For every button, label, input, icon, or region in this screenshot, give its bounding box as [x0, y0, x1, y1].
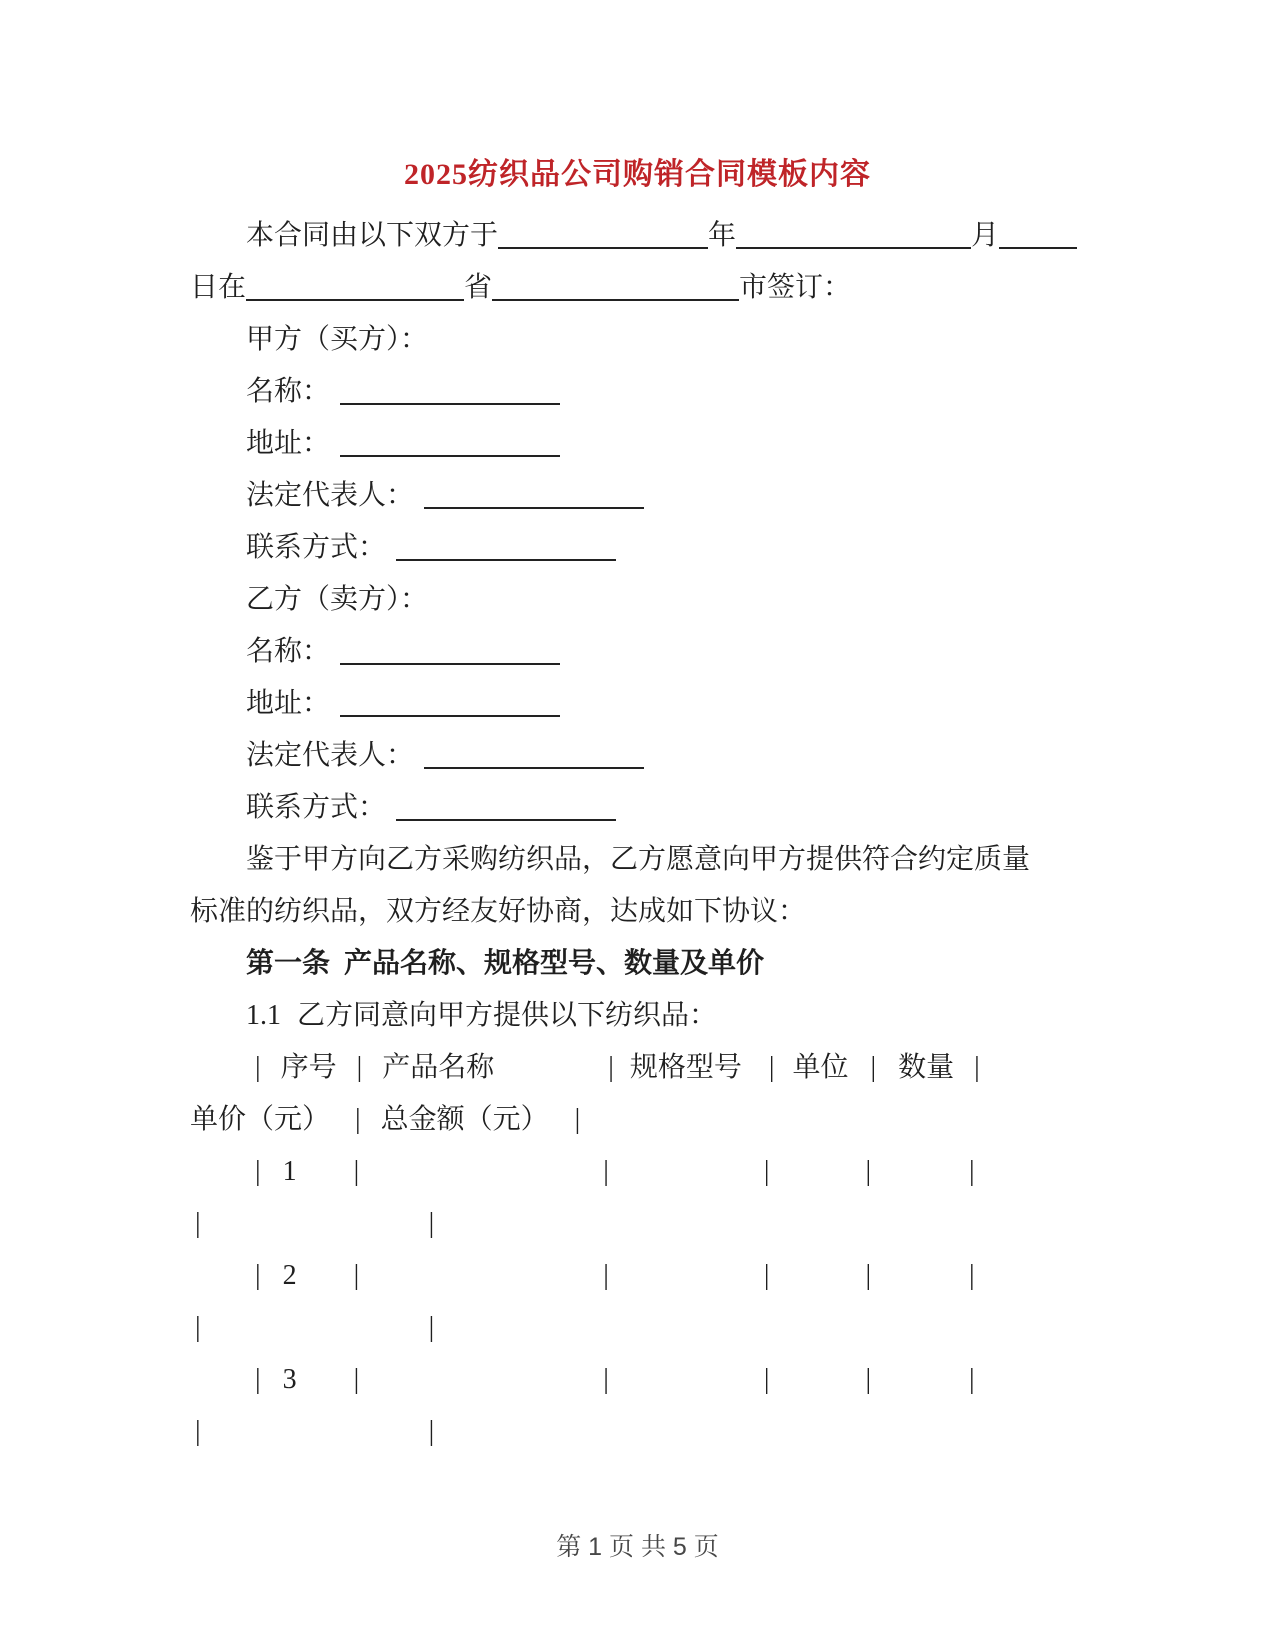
- page-number-footer: 第 1 页 共 5 页: [556, 1533, 719, 1561]
- text-run: 第一条: [246, 948, 331, 979]
- party-a-heading: [190, 314, 1120, 366]
- spacing-gap: [871, 1179, 969, 1180]
- fill-in-blank: [999, 217, 1077, 249]
- table-row-2-line-1: [190, 1250, 1120, 1302]
- party-b-contact-field: [190, 782, 1120, 834]
- text-run: 年: [708, 220, 737, 251]
- table-row-1-line-1: [190, 1146, 1120, 1198]
- fill-in-blank: [424, 477, 644, 509]
- text-run: |: [255, 1364, 261, 1395]
- text-run: |: [603, 1364, 609, 1395]
- spacing-gap: [261, 1179, 283, 1180]
- party-a-legal-rep-field: [190, 470, 1120, 522]
- spacing-gap: [330, 399, 340, 400]
- table-row-2-line-2: [190, 1302, 1120, 1354]
- party-a-address-field: [190, 418, 1120, 470]
- text-run: 产品名称: [382, 1052, 495, 1083]
- text-run: |: [195, 1312, 201, 1343]
- spacing-gap: [774, 1075, 792, 1076]
- text-run: |: [969, 1156, 975, 1187]
- spacing-gap: [297, 1179, 354, 1180]
- spacing-gap: [609, 1387, 764, 1388]
- text-run: |: [603, 1260, 609, 1291]
- spacing-gap: [201, 1335, 429, 1336]
- text-run: 数量: [898, 1052, 955, 1083]
- spacing-gap: [261, 1283, 283, 1284]
- text-run: |: [763, 1156, 770, 1187]
- text-run: 乙方（卖方）：: [246, 584, 429, 615]
- text-run: |: [574, 1104, 581, 1135]
- spacing-gap: [201, 1231, 429, 1232]
- spacing-gap: [849, 1075, 871, 1076]
- text-run: 地址：: [246, 428, 331, 459]
- text-run: |: [255, 1260, 261, 1291]
- party-a-name-field: [190, 366, 1120, 418]
- text-run: 单位: [792, 1052, 849, 1083]
- spacing-gap: [414, 763, 424, 764]
- spacing-gap: [361, 1127, 381, 1128]
- text-run: 产品名称、规格型号、数量及单价: [344, 948, 765, 979]
- spacing-gap: [614, 1075, 630, 1076]
- spacing-gap: [190, 347, 246, 348]
- text-run: |: [865, 1364, 872, 1395]
- spacing-gap: [871, 1283, 969, 1284]
- text-run: |: [355, 1104, 361, 1135]
- text-run: 乙方同意向甲方提供以下纺织品：: [297, 1000, 718, 1031]
- spacing-gap: [297, 1283, 354, 1284]
- text-run: |: [195, 1416, 201, 1447]
- spacing-gap: [190, 451, 246, 452]
- party-b-heading: [190, 574, 1120, 626]
- spacing-gap: [769, 1283, 865, 1284]
- text-run: |: [603, 1156, 609, 1187]
- text-run: |: [768, 1052, 775, 1083]
- spacing-gap: [330, 1127, 355, 1128]
- text-run: 标准的纺织品，双方经友好协商，达成如下协议：: [190, 896, 807, 927]
- spacing-gap: [190, 503, 246, 504]
- table-row-3-line-1: [190, 1354, 1120, 1406]
- spacing-gap: [261, 1387, 283, 1388]
- party-b-legal-rep-field: [190, 730, 1120, 782]
- text-run: 名称：: [246, 636, 331, 667]
- text-run: |: [428, 1208, 435, 1239]
- spacing-gap: [386, 555, 396, 556]
- party-b-name-field: [190, 626, 1120, 678]
- spacing-gap: [871, 1387, 969, 1388]
- text-run: |: [969, 1364, 975, 1395]
- spacing-gap: [190, 763, 246, 764]
- spacing-gap: [330, 451, 340, 452]
- fill-in-blank: [340, 425, 560, 457]
- spacing-gap: [190, 711, 246, 712]
- text-run: 1: [282, 1156, 297, 1187]
- spacing-gap: [190, 243, 246, 244]
- text-run: 本合同由以下双方于: [246, 220, 499, 251]
- fill-in-blank: [340, 633, 560, 665]
- text-run: |: [763, 1260, 770, 1291]
- text-run: |: [353, 1260, 360, 1291]
- party-b-address-field: [190, 678, 1120, 730]
- fill-in-blank: [492, 269, 739, 301]
- text-run: 鉴于甲方向乙方采购纺织品，乙方愿意向甲方提供符合约定质量: [246, 844, 1031, 875]
- spacing-gap: [337, 1075, 357, 1076]
- text-run: |: [865, 1156, 872, 1187]
- text-run: 3: [282, 1364, 297, 1395]
- text-run: 月: [971, 220, 1000, 251]
- fill-in-blank: [396, 529, 616, 561]
- text-run: 名称：: [246, 376, 331, 407]
- spacing-gap: [190, 659, 246, 660]
- text-run: |: [428, 1416, 435, 1447]
- text-run: |: [195, 1208, 201, 1239]
- spacing-gap: [190, 555, 246, 556]
- spacing-gap: [190, 1075, 255, 1076]
- spacing-gap: [330, 971, 344, 972]
- spacing-gap: [330, 711, 340, 712]
- text-run: |: [353, 1156, 360, 1187]
- fill-in-blank: [498, 217, 708, 249]
- spacing-gap: [190, 1179, 255, 1180]
- table-row-1-line-2: [190, 1198, 1120, 1250]
- text-run: 法定代表人：: [246, 740, 415, 771]
- spacing-gap: [769, 1387, 865, 1388]
- text-run: |: [255, 1052, 261, 1083]
- text-run: |: [353, 1364, 360, 1395]
- text-run: |: [870, 1052, 877, 1083]
- spacing-gap: [261, 1075, 281, 1076]
- spacing-gap: [330, 659, 340, 660]
- spacing-gap: [362, 1075, 382, 1076]
- table-row-3-line-2: [190, 1406, 1120, 1458]
- document-title: 2025纺织品公司购销合同模板内容: [404, 158, 871, 191]
- spacing-gap: [494, 1075, 608, 1076]
- text-run: |: [356, 1052, 363, 1083]
- document-body: [190, 198, 1120, 1458]
- text-run: |: [608, 1052, 614, 1083]
- text-run: 规格型号: [629, 1052, 742, 1083]
- intro-line-1: [190, 210, 1120, 262]
- spacing-gap: [609, 1179, 764, 1180]
- text-run: 联系方式：: [246, 532, 387, 563]
- fill-in-blank: [396, 789, 616, 821]
- fill-in-blank: [736, 217, 971, 249]
- text-run: 总金额（元）: [380, 1104, 549, 1135]
- spacing-gap: [386, 815, 396, 816]
- text-run: 2: [282, 1260, 297, 1291]
- spacing-gap: [609, 1283, 764, 1284]
- text-run: |: [255, 1156, 261, 1187]
- spacing-gap: [201, 1439, 429, 1440]
- text-run: |: [974, 1052, 980, 1083]
- spacing-gap: [876, 1075, 898, 1076]
- text-run: |: [763, 1364, 770, 1395]
- spacing-gap: [359, 1179, 603, 1180]
- text-run: |: [969, 1260, 975, 1291]
- text-run: 单价（元）: [190, 1104, 331, 1135]
- fill-in-blank: [246, 269, 464, 301]
- spacing-gap: [742, 1075, 769, 1076]
- spacing-gap: [190, 607, 246, 608]
- text-run: 法定代表人：: [246, 480, 415, 511]
- spacing-gap: [414, 503, 424, 504]
- recital-line-1: [190, 834, 1120, 886]
- spacing-gap: [190, 1387, 255, 1388]
- text-run: 市签订：: [739, 272, 852, 303]
- spacing-gap: [190, 867, 246, 868]
- spacing-gap: [359, 1283, 603, 1284]
- spacing-gap: [954, 1075, 974, 1076]
- spacing-gap: [190, 1283, 255, 1284]
- fill-in-blank: [340, 685, 560, 717]
- spacing-gap: [190, 399, 246, 400]
- fill-in-blank: [340, 373, 560, 405]
- text-run: 日在: [190, 272, 247, 303]
- spacing-gap: [297, 1387, 354, 1388]
- fill-in-blank: [424, 737, 644, 769]
- table-header-line-1: [190, 1042, 1120, 1094]
- spacing-gap: [549, 1127, 575, 1128]
- intro-line-2: [190, 262, 1120, 314]
- text-run: 地址：: [246, 688, 331, 719]
- table-header-line-2: [190, 1094, 1120, 1146]
- spacing-gap: [769, 1179, 865, 1180]
- spacing-gap: [190, 1023, 246, 1024]
- spacing-gap: [190, 815, 246, 816]
- text-run: |: [865, 1260, 872, 1291]
- text-run: |: [428, 1312, 435, 1343]
- text-run: 联系方式：: [246, 792, 387, 823]
- text-run: 序号: [280, 1052, 337, 1083]
- text-run: 省: [464, 272, 493, 303]
- clause-1-1-text: [190, 990, 1120, 1042]
- text-run: 甲方（买方）：: [246, 324, 429, 355]
- recital-line-2: [190, 886, 1120, 938]
- spacing-gap: [359, 1387, 603, 1388]
- spacing-gap: [190, 971, 246, 972]
- spacing-gap: [281, 1023, 297, 1024]
- clause-1-heading: [190, 938, 1120, 990]
- text-run: 1.1: [246, 1000, 281, 1031]
- party-a-contact-field: [190, 522, 1120, 574]
